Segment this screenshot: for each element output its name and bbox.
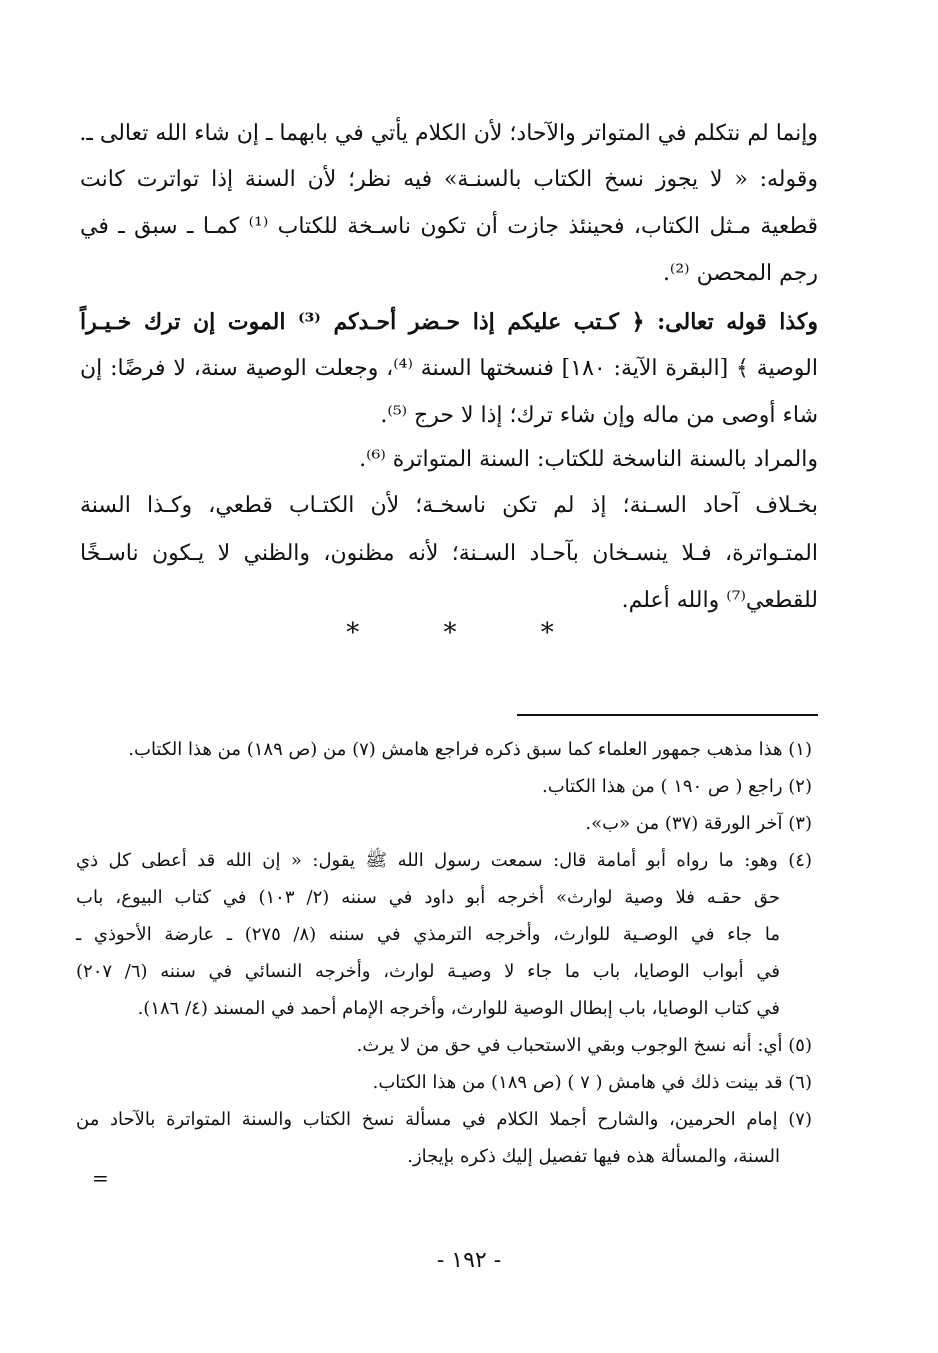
text-line: وقوله: « لا يجوز نسخ الكتاب بالسنـة» فيه نظر؛ لأن السنة إذا تواترت كانت	[80, 167, 818, 192]
text-line: وكذا قوله تعالى: ﴿ كـتب عليكم إذا حـضر أحـدكم ⁽³⁾ الموت إن ترك خـيـراً	[80, 309, 819, 335]
text-line: وإنما لم نتكلم في المتواتر والآحاد؛ لأن الكلام يأتي في بابهما ـ إن شاء الله تعالى ـ.	[79, 121, 818, 146]
footnote-line: السنة، والمسألة هذه فيها تفصيل إليك ذكره بإيجاز.	[407, 1146, 780, 1167]
text-line: رجم المحصن ⁽²⁾.	[662, 261, 818, 286]
footnote-line: ما جاء في الوصـية للوارث، وأخرجه الترمذي في سننه (٨/ ٢٧٥) ـ عارضة الأحوذي ـ	[76, 924, 780, 945]
continuation-mark: =	[92, 1166, 109, 1190]
section-separator: * * *	[346, 618, 592, 648]
footnote-line: (٣) آخر الورقة (٣٧) من «ب».	[585, 813, 812, 834]
footnote-line: (٦) قد بينت ذلك في هامش ( ٧ ) (ص ١٨٩) من هذا الكتاب.	[372, 1072, 812, 1093]
text-line: شاء أوصى من ماله وإن شاء ترك؛ إذا لا حرج ⁽⁵⁾.	[380, 403, 818, 428]
footnote-rule	[517, 714, 818, 716]
text-line: المتـواترة، فـلا ينسـخان بآحـاد السـنة؛ لأنه مظنون، والظني لا يـكون ناسـخًا	[80, 541, 818, 566]
text-line: بخـلاف آحاد السـنة؛ إذ لم تكن ناسخـة؛ لأن الكتـاب قطعي، وكـذا السنة	[80, 493, 818, 518]
footnote-line: في كتاب الوصايا، باب إبطال الوصية للوارث، وأخرجه الإمام أحمد في المسند (٤/ ١٨٦).	[137, 998, 780, 1019]
footnote-line: في أبواب الوصايا، باب ما جاء لا وصيـة لوارث، وأخرجه النسائي في سننه (٦/ ٢٠٧)	[76, 961, 780, 982]
text-line: والمراد بالسنة الناسخة للكتاب: السنة المتواترة ⁽⁶⁾.	[359, 447, 818, 472]
page-number: - ١٩٢ -	[436, 1248, 502, 1273]
footnote-line: حق حقـه فلا وصية لوارث» أخرجه أبو داود في سننه (٢/ ١٠٣) في كتاب البيوع، باب	[76, 887, 780, 908]
footnote-line: (٥) أي: أنه نسخ الوجوب وبقي الاستحباب في حق من لا يرث.	[356, 1035, 812, 1056]
text-line: قطعية مـثل الكتاب، فحينئذ جازت أن تكون ناسـخة للكتاب ⁽¹⁾ كمـا ـ سبق ـ في	[80, 214, 819, 239]
footnote-line: (٧) إمام الحرمين، والشارح أجملا الكلام في مسألة نسخ الكتاب والسنة المتواترة بالآحاد من	[76, 1109, 812, 1130]
footnote-line: (٤) وهو: ما رواه أبو أمامة قال: سمعت رسول الله ﷺ يقول: « إن الله قد أعطى كل ذي	[76, 850, 812, 871]
footnote-line: (٢) راجع ( ص ١٩٠ ) من هذا الكتاب.	[541, 776, 812, 797]
text-line: الوصية ﴾ [البقرة الآية: ١٨٠] فنسختها السنة ⁽⁴⁾، وجعلت الوصية سنة، لا فرضًا: إن	[80, 356, 818, 381]
footnote-line: (١) هذا مذهب جمهور العلماء كما سبق ذكره فراجع هامش (٧) من (ص ١٨٩) من هذا الكتاب.	[128, 739, 812, 760]
text-line: للقطعي⁽⁷⁾ والله أعلم.	[621, 588, 818, 613]
